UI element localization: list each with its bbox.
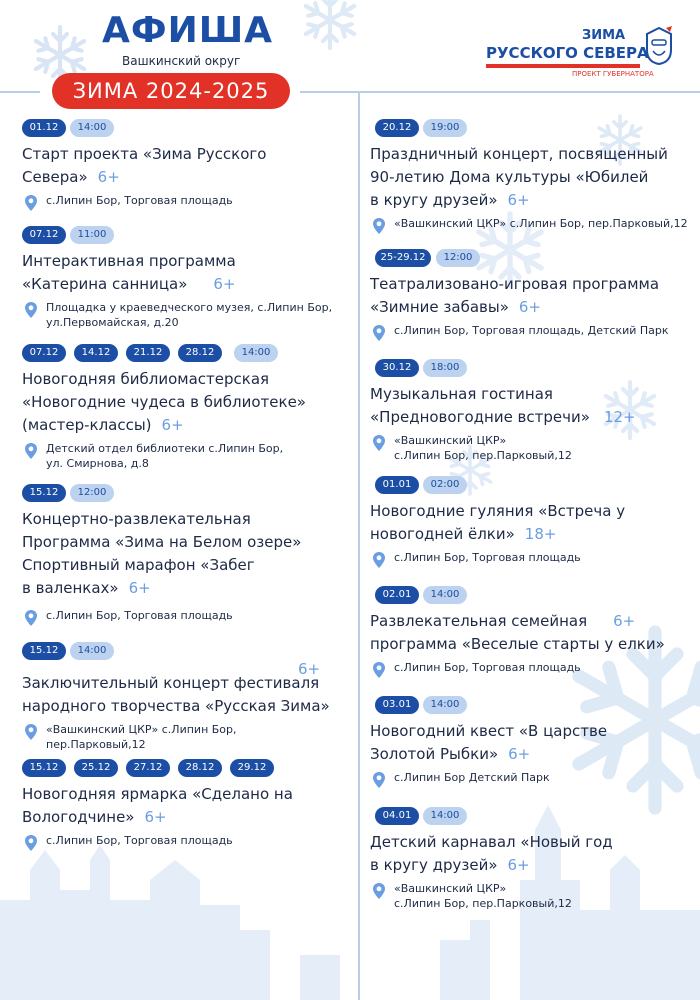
date-chip: 29.12 [230, 759, 274, 777]
event-title: 6+ Заключительный концерт фестиваля народного творчества «Русская Зима» [22, 660, 330, 715]
event-title: Старт проекта «Зима Русского Севера» 6+ [22, 145, 267, 186]
location-pin-icon [24, 834, 38, 852]
date-chip: 01.01 [375, 476, 419, 494]
location-pin-icon [372, 324, 386, 342]
event-title: Новогодние гуляния «Встреча у новогодней ёлки» 18+ [370, 502, 626, 543]
date-chip: 20.12 [375, 119, 419, 137]
event-card [370, 696, 695, 785]
date-chip: 02.01 [375, 586, 419, 604]
age-rating: 18+ [524, 525, 557, 543]
date-chip: 01.12 [22, 119, 66, 137]
event-location: с.Липин Бор, Торговая площадь [22, 193, 352, 208]
season-badge: ЗИМА 2024-2025 [52, 73, 290, 109]
location-pin-icon [372, 551, 386, 569]
age-rating: 6+ [298, 660, 321, 678]
event-card [22, 484, 352, 623]
time-chip: 12:00 [436, 249, 480, 267]
event-location: «Вашкинский ЦКР» с.Липин Бор, пер.Парковый,12 [370, 433, 695, 463]
date-chip: 15.12 [22, 484, 66, 502]
age-rating: 12+ [603, 408, 636, 426]
location-pin-icon [24, 609, 38, 627]
date-chip: 07.12 [22, 226, 66, 244]
age-rating: 6+ [128, 579, 151, 597]
date-chip: 27.12 [126, 759, 170, 777]
event-title: Театрализовано-игровая программа «Зимние забавы» 6+ [370, 275, 660, 316]
time-chip: 14:00 [70, 642, 114, 660]
event-location: «Вашкинский ЦКР» с.Липин Бор, пер.Парковый,12 [22, 722, 352, 752]
event-card [22, 642, 352, 752]
event-location: с.Липин Бор, Торговая площадь [22, 608, 352, 623]
date-chip: 14.12 [74, 344, 118, 362]
location-pin-icon [372, 661, 386, 679]
date-chip: 15.12 [22, 759, 66, 777]
date-chip: 21.12 [126, 344, 170, 362]
age-rating: 6+ [161, 416, 184, 434]
divider-right [300, 91, 700, 93]
event-card [22, 226, 352, 330]
event-card [370, 249, 695, 338]
poster-title: АФИША [102, 10, 274, 51]
time-chip: 11:00 [70, 226, 114, 244]
date-chip: 28.12 [178, 344, 222, 362]
location-pin-icon [24, 723, 38, 741]
time-chip: 18:00 [423, 359, 467, 377]
event-location: с.Липин Бор Детский Парк [370, 770, 695, 785]
event-card [370, 359, 695, 463]
date-chip: 15.12 [22, 642, 66, 660]
date-chip: 25-29.12 [375, 249, 431, 267]
event-title: Концертно-развлекательная Программа «Зима на Белом озере» Спортивный марафон «Забег в валенках» 6+ [22, 510, 302, 597]
age-rating: 6+ [507, 191, 530, 209]
location-pin-icon [372, 771, 386, 789]
event-title: Новогодний квест «В царстве Золотой Рыбки» 6+ [370, 722, 608, 763]
event-title: Новогодняя библиомастерская «Новогодние чудеса в библиотеке» (мастер-классы) 6+ [22, 370, 306, 434]
time-chip: 02:00 [423, 476, 467, 494]
event-title: Развлекательная семейная 6+ программа «Веселые старты у елки» [370, 612, 665, 653]
location-pin-icon [24, 442, 38, 460]
age-rating: 6+ [518, 298, 542, 316]
district-subtitle: Вашкинский округ [122, 54, 241, 68]
location-pin-icon [372, 882, 386, 900]
age-rating: 6+ [144, 808, 167, 826]
time-chip: 19:00 [423, 119, 467, 137]
event-card [22, 759, 352, 848]
event-title: Музыкальная гостиная «Предновогодние встречи» 12+ [370, 385, 636, 426]
event-location: с.Липин Бор, Торговая площадь [370, 550, 695, 565]
logo-red-bar [486, 64, 640, 68]
time-chip: 14:00 [234, 344, 278, 362]
mask-icon [644, 26, 674, 66]
event-card [370, 586, 695, 675]
date-chip: 04.01 [375, 807, 419, 825]
time-chip: 14:00 [423, 586, 467, 604]
event-location: с.Липин Бор, Торговая площадь [22, 833, 352, 848]
logo-line-2: РУССКОГО СЕВЕРА [486, 44, 649, 62]
age-rating: 6+ [613, 612, 636, 630]
event-title: Новогодняя ярмарка «Сделано на Вологодчине» 6+ [22, 785, 293, 826]
divider-left [0, 91, 40, 93]
logo-line-3: ПРОЕКТ ГУБЕРНАТОРА [572, 70, 654, 78]
event-title: Интерактивная программа «Катерина санница» 6+ [22, 252, 236, 293]
project-logo [486, 22, 686, 82]
age-rating: 6+ [507, 856, 530, 874]
event-card [370, 476, 695, 565]
event-location: Детский отдел библиотеки с.Липин Бор, ул. Смирнова, д.8 [22, 441, 352, 471]
location-pin-icon [372, 217, 386, 235]
time-chip: 14:00 [423, 696, 467, 714]
date-chip: 25.12 [74, 759, 118, 777]
event-location: Площадка у краеведческого музея, с.Липин Бор, ул.Первомайская, д.20 [22, 300, 352, 330]
event-location: с.Липин Бор, Торговая площадь [370, 660, 695, 675]
event-title: Детский карнавал «Новый год в кругу друзей» 6+ [370, 833, 613, 874]
age-rating: 6+ [213, 275, 236, 293]
event-title: Праздничный концерт, посвященный 90-летию Дома культуры «Юбилей в кругу друзей» 6+ [370, 145, 668, 209]
time-chip: 14:00 [423, 807, 467, 825]
location-pin-icon [372, 434, 386, 452]
event-location: с.Липин Бор, Торговая площадь, Детский Парк [370, 323, 695, 338]
event-location: «Вашкинский ЦКР» с.Липин Бор, пер.Парковый,12 [370, 216, 695, 231]
event-card [370, 807, 695, 911]
location-pin-icon [24, 194, 38, 212]
location-pin-icon [24, 301, 38, 319]
time-chip: 14:00 [70, 119, 114, 137]
event-card [370, 119, 695, 231]
date-chip: 07.12 [22, 344, 66, 362]
date-chip: 03.01 [375, 696, 419, 714]
time-chip: 12:00 [70, 484, 114, 502]
age-rating: 6+ [508, 745, 531, 763]
date-chip: 28.12 [178, 759, 222, 777]
column-divider [358, 92, 360, 1000]
event-card [22, 119, 352, 208]
event-card [22, 344, 352, 471]
age-rating: 6+ [97, 168, 120, 186]
event-location: «Вашкинский ЦКР» с.Липин Бор, пер.Парковый,12 [370, 881, 695, 911]
date-chip: 30.12 [375, 359, 419, 377]
logo-line-1: ЗИМА [582, 28, 626, 43]
